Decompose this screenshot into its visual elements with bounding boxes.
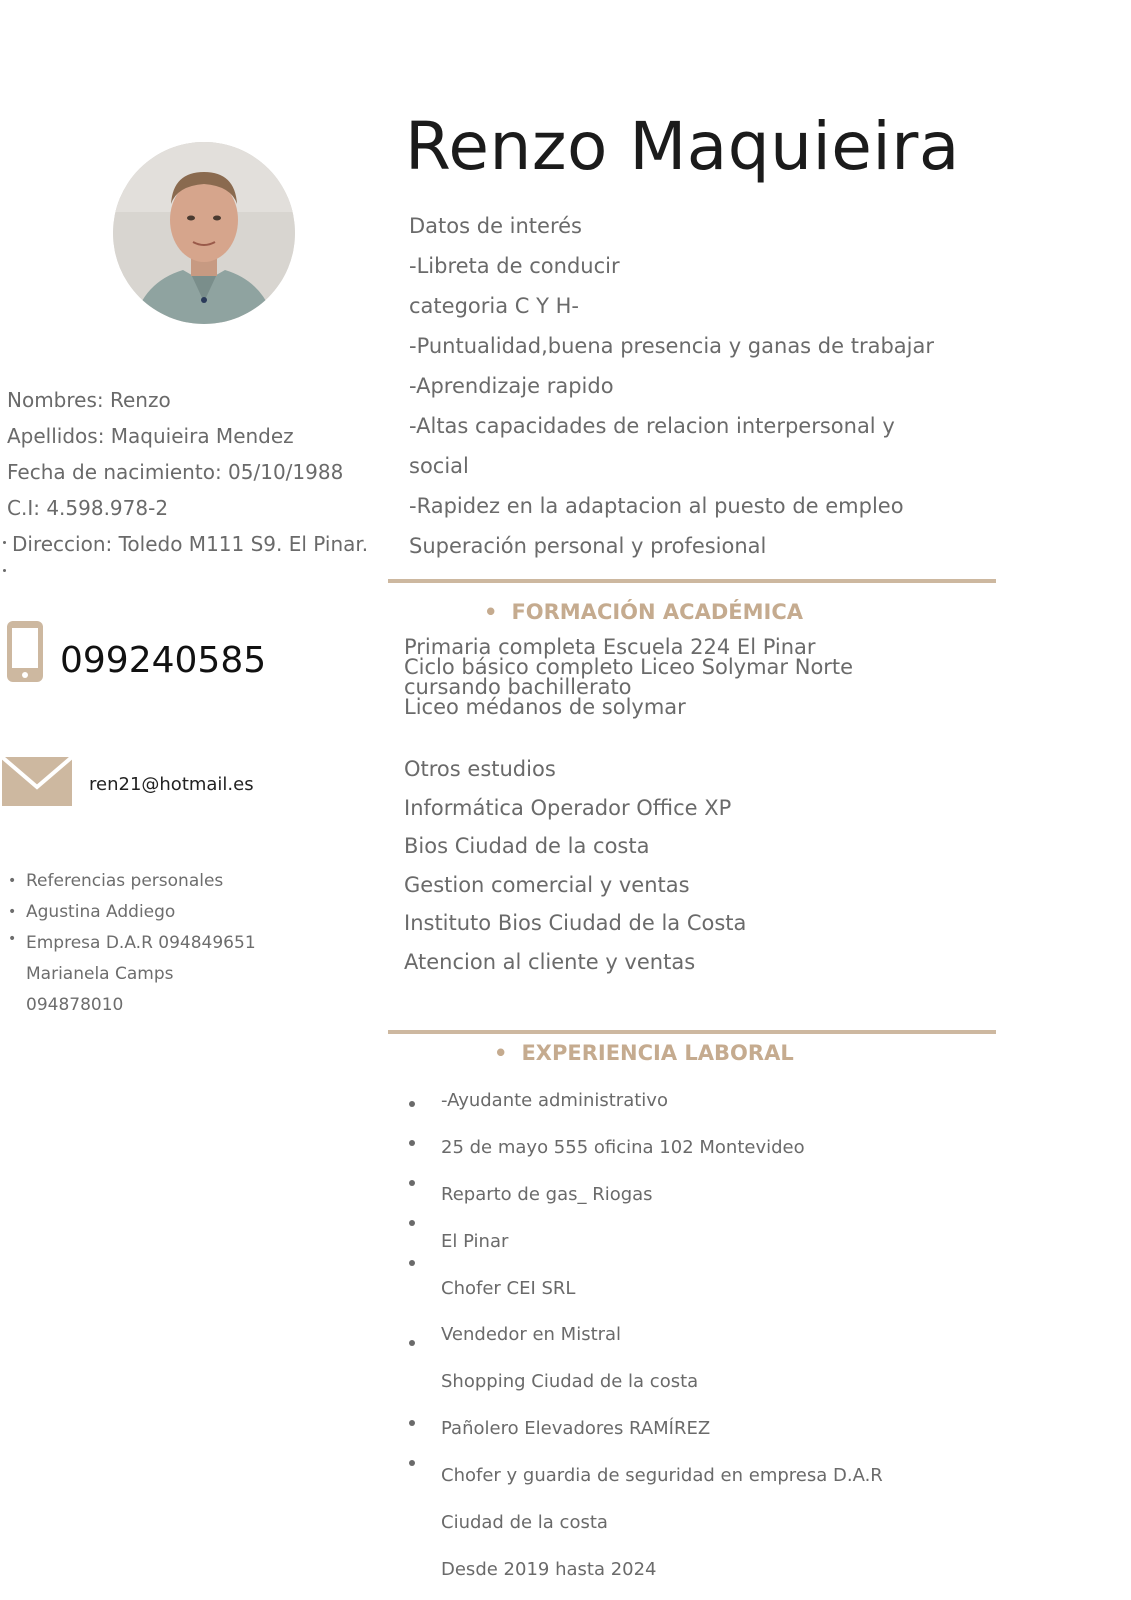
section-divider — [388, 579, 996, 583]
formacion-title: • FORMACIÓN ACADÉMICA — [484, 600, 803, 624]
otros-item: Gestion comercial y ventas — [404, 872, 690, 897]
experiencia-item: 25 de mayo 555 oficina 102 Montevideo — [441, 1137, 805, 1158]
datos-item: -Rapidez en la adaptacion al puesto de empleo — [409, 494, 904, 518]
datos-item: social — [409, 454, 469, 478]
experiencia-title: • EXPERIENCIA LABORAL — [494, 1041, 794, 1065]
experiencia-item: Chofer CEI SRL — [441, 1278, 576, 1299]
datos-item: categoria C Y H- — [409, 294, 579, 318]
bullet-dot — [409, 1220, 415, 1226]
bullet-dot — [409, 1460, 415, 1466]
otros-item: Instituto Bios Ciudad de la Costa — [404, 911, 747, 935]
experiencia-item: Reparto de gas_ Riogas — [441, 1184, 653, 1205]
envelope-icon — [2, 757, 72, 806]
section-divider — [388, 1030, 996, 1034]
otros-item: Bios Ciudad de la costa — [404, 834, 650, 858]
formacion-list — [404, 637, 853, 717]
experiencia-item: Chofer y guardia de seguridad en empresa D.A.R — [441, 1465, 883, 1486]
reference-item: • Agustina Addiego — [8, 902, 176, 922]
experiencia-item: Ciudad de la costa — [441, 1512, 608, 1533]
datos-item: -Altas capacidades de relacion interpersonal y — [409, 414, 895, 438]
personal-ci: C.I: 4.598.978-2 — [7, 496, 169, 520]
person-portrait — [113, 142, 295, 324]
bullet-dot — [3, 569, 6, 572]
formacion-item: Ciclo básico completo Liceo Solymar Norte — [404, 655, 854, 679]
phone-icon — [7, 621, 43, 682]
bullet-dot — [409, 1101, 415, 1107]
bullet-dot — [409, 1140, 415, 1146]
personal-fecha-nacimiento: Fecha de nacimiento: 05/10/1988 — [7, 460, 344, 484]
bullet-dot — [409, 1340, 415, 1346]
otros-heading: Otros estudios — [404, 757, 556, 781]
reference-item: 094878010 — [26, 995, 124, 1015]
formacion-item: Liceo médanos de solymar — [404, 695, 686, 719]
experiencia-item: Pañolero Elevadores RAMÍREZ — [441, 1418, 711, 1439]
datos-item: Superación personal y profesional — [409, 534, 767, 558]
references-list — [8, 866, 256, 1021]
formacion-item: cursando bachillerato — [404, 675, 632, 699]
experiencia-item: -Ayudante administrativo — [441, 1090, 668, 1111]
formacion-item: Primaria completa Escuela 224 El Pinar — [404, 635, 816, 659]
bullet-dot — [409, 1260, 415, 1266]
datos-heading: Datos de interés — [409, 214, 582, 238]
personal-apellidos: Apellidos: Maquieira Mendez — [7, 424, 294, 448]
experiencia-item: El Pinar — [441, 1231, 509, 1252]
datos-de-interes — [409, 206, 934, 566]
phone-number[interactable]: 099240585 — [60, 640, 267, 681]
personal-nombres: Nombres: Renzo — [7, 388, 171, 412]
bullet-dot — [409, 1180, 415, 1186]
personal-direccion: Direccion: Toledo M111 S9. El Pinar. — [12, 532, 369, 556]
full-name-title: Renzo Maquieira — [405, 108, 960, 185]
datos-item: -Libreta de conducir — [409, 254, 620, 278]
experiencia-item: Desde 2019 hasta 2024 — [441, 1559, 657, 1580]
profile-photo — [113, 142, 295, 324]
datos-item: -Puntualidad,buena presencia y ganas de trabajar — [409, 334, 934, 358]
bullet-dot — [3, 541, 6, 544]
experiencia-item: Vendedor en Mistral — [441, 1324, 622, 1345]
reference-item: • Empresa D.A.R 094849651 — [8, 931, 256, 953]
otros-item: Atencion al cliente y ventas — [404, 949, 696, 974]
reference-item: Marianela Camps — [26, 964, 174, 984]
bullet-dot — [409, 1420, 415, 1426]
experiencia-item: Shopping Ciudad de la costa — [441, 1371, 699, 1392]
datos-item: -Aprendizaje rapido — [409, 374, 614, 398]
email-address[interactable]: ren21@hotmail.es — [89, 774, 254, 795]
otros-item: Informática Operador Office XP — [404, 795, 732, 820]
otros-estudios — [404, 750, 746, 981]
reference-item: • Referencias personales — [8, 871, 224, 891]
